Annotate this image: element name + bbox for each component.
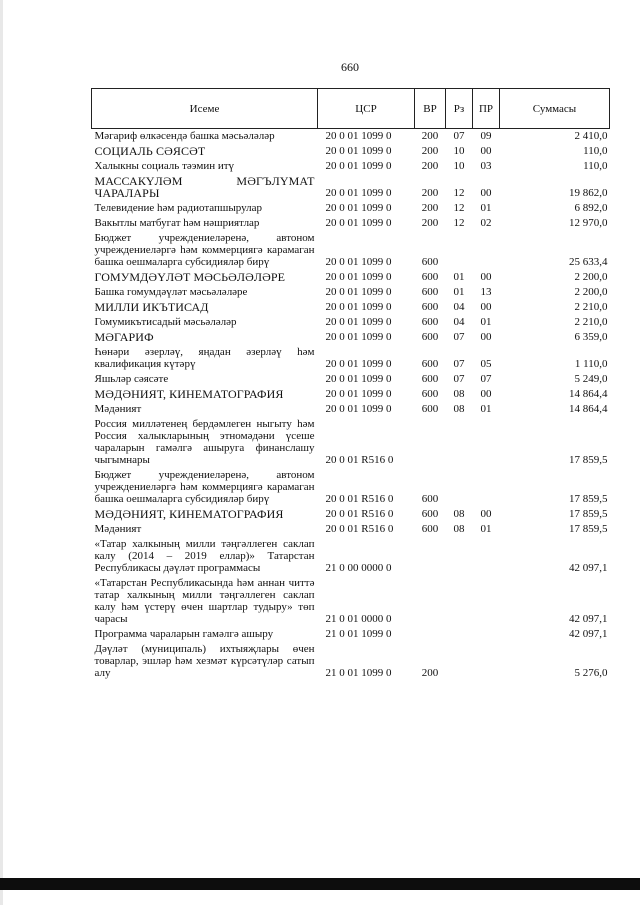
cell-csr: 20 0 01 1099 0: [325, 316, 392, 328]
cell-rz: 10: [453, 145, 465, 157]
cell-csr: 20 0 01 1099 0: [325, 403, 392, 415]
table-row: [92, 269, 610, 284]
cell-pr: 00: [480, 301, 492, 313]
cell-vr: 600: [421, 301, 439, 313]
cell-pr: 01: [480, 523, 492, 535]
table-row: [92, 386, 610, 401]
cell-sum: 2 200,0: [574, 286, 608, 298]
cell-vr: 600: [421, 523, 439, 535]
cell-rz: [446, 536, 473, 575]
cell-name: МӘДӘНИЯТ, КИНЕМАТОГРАФИЯ: [94, 387, 284, 401]
table-row: [92, 158, 610, 173]
cell-rz: 08: [453, 403, 465, 415]
cell-csr: 20 0 01 1099 0: [325, 301, 392, 313]
cell-vr: 600: [421, 493, 439, 505]
table-row: [92, 299, 610, 314]
cell-name: ГОМУМДӘҮЛӘТ МӘСЬӘЛӘЛӘРЕ: [94, 270, 286, 284]
cell-sum: 2 210,0: [574, 301, 608, 313]
cell-sum: 14 864,4: [569, 403, 608, 415]
cell-csr: 20 0 01 1099 0: [325, 130, 392, 142]
cell-rz: 08: [453, 523, 465, 535]
cell-sum: 6 892,0: [574, 202, 608, 214]
cell-sum: 2 210,0: [574, 316, 608, 328]
cell-vr: [415, 575, 446, 626]
header-pr: ПР: [473, 89, 500, 129]
cell-pr: 00: [480, 271, 492, 283]
cell-name: Мәгариф өлкәсендә башка мәсьәләләр: [94, 130, 275, 142]
table-row: [92, 215, 610, 230]
cell-name: Дәүләт (муниципаль) ихтыяҗлары өчен товарлар, эшләр һәм хезмәт күрсәтүләр сатып алу: [94, 643, 315, 679]
cell-csr: 20 0 01 1099 0: [325, 256, 392, 268]
cell-pr: 00: [480, 187, 492, 199]
cell-sum: 110,0: [583, 145, 608, 157]
cell-name: Программа чараларын гамәлгә ашыру: [94, 628, 274, 640]
cell-sum: 42 097,1: [569, 613, 608, 625]
cell-name: Яшьләр сәясәте: [94, 373, 169, 385]
cell-pr: 02: [480, 217, 492, 229]
table-row: [92, 200, 610, 215]
cell-name: Россия милләтенең бердәмлеген ныгыту һәм Россия халыкларының этномәдәни үсеше чараларын гамәлгә ашыруга финанслашу чыгымнары: [94, 418, 315, 466]
cell-vr: 600: [421, 256, 439, 268]
cell-vr: 200: [421, 667, 439, 679]
cell-csr: 20 0 01 1099 0: [325, 217, 392, 229]
header-rz: Рз: [446, 89, 473, 129]
table-row: [92, 506, 610, 521]
table-header-row: [92, 89, 610, 129]
page-number: 660: [341, 60, 359, 74]
cell-rz: 12: [453, 202, 465, 214]
cell-pr: [473, 467, 500, 506]
cell-pr: [473, 641, 500, 680]
table-body: [92, 129, 610, 681]
cell-csr: 20 0 01 1099 0: [325, 271, 392, 283]
cell-csr: 20 0 01 1099 0: [325, 358, 392, 370]
cell-pr: 01: [480, 316, 492, 328]
cell-rz: [446, 575, 473, 626]
table-row: [92, 575, 610, 626]
cell-vr: 200: [421, 130, 439, 142]
cell-vr: 200: [421, 187, 439, 199]
cell-rz: 12: [453, 187, 465, 199]
table-row: [92, 626, 610, 641]
cell-rz: 07: [453, 373, 465, 385]
cell-sum: 2 200,0: [574, 271, 608, 283]
cell-rz: [446, 230, 473, 269]
table-row: [92, 329, 610, 344]
cell-name: МӘДӘНИЯТ, КИНЕМАТОГРАФИЯ: [94, 507, 284, 521]
cell-rz: 04: [453, 301, 465, 313]
budget-table: [91, 88, 610, 680]
table-row: [92, 314, 610, 329]
cell-sum: 17 859,5: [569, 454, 608, 466]
cell-pr: [473, 536, 500, 575]
cell-csr: 20 0 01 R516 0: [325, 454, 394, 466]
cell-pr: [473, 416, 500, 467]
cell-csr: 20 0 01 1099 0: [325, 388, 392, 400]
cell-rz: [446, 416, 473, 467]
cell-name: МӘГАРИФ: [94, 330, 154, 344]
cell-pr: [473, 230, 500, 269]
cell-pr: 00: [480, 388, 492, 400]
cell-name: Телевидение һәм радиотапшырулар: [94, 202, 263, 214]
cell-rz: 10: [453, 160, 465, 172]
cell-name: СОЦИАЛЬ СӘЯСӘТ: [94, 144, 206, 158]
cell-pr: 00: [480, 508, 492, 520]
cell-csr: 20 0 01 1099 0: [325, 373, 392, 385]
scan-left-edge: [0, 0, 3, 905]
cell-rz: 01: [453, 271, 465, 283]
table-row: [92, 143, 610, 158]
cell-rz: 08: [453, 388, 465, 400]
cell-sum: 12 970,0: [569, 217, 608, 229]
cell-vr: 600: [421, 331, 439, 343]
table-row: [92, 641, 610, 680]
cell-pr: [473, 575, 500, 626]
cell-sum: 42 097,1: [569, 562, 608, 574]
cell-sum: 17 859,5: [569, 508, 608, 520]
cell-name: Гомумикътисадый мәсьәләләр: [94, 316, 237, 328]
cell-vr: [415, 416, 446, 467]
cell-pr: 07: [480, 373, 492, 385]
cell-rz: 07: [453, 130, 465, 142]
cell-sum: 5 276,0: [574, 667, 608, 679]
header-vr: ВР: [415, 89, 446, 129]
table-row: [92, 173, 610, 200]
cell-vr: 200: [421, 145, 439, 157]
cell-rz: 04: [453, 316, 465, 328]
header-csr: ЦСР: [318, 89, 415, 129]
cell-name: Бюджет учреждениеләренә, автоном учреждениеләргә һәм коммерциягә карамаган башка оешмаларга субсидияләр бирү: [94, 469, 315, 505]
cell-pr: 01: [480, 403, 492, 415]
cell-csr: 20 0 01 1099 0: [325, 286, 392, 298]
cell-pr: 09: [480, 130, 492, 142]
cell-vr: 600: [421, 316, 439, 328]
table-row: [92, 371, 610, 386]
cell-name: Вакытлы матбугат һәм нәшриятлар: [94, 217, 260, 229]
table-row: [92, 521, 610, 536]
cell-sum: 2 410,0: [574, 130, 608, 142]
cell-name: МАССАКҮЛӘМ МӘГЪЛҮМАТ ЧАРАЛАРЫ: [94, 174, 315, 200]
cell-vr: 600: [421, 403, 439, 415]
cell-sum: 42 097,1: [569, 628, 608, 640]
cell-csr: 20 0 01 R516 0: [325, 523, 394, 535]
cell-pr: 00: [480, 145, 492, 157]
cell-pr: 00: [480, 331, 492, 343]
cell-vr: 200: [421, 217, 439, 229]
cell-rz: [446, 467, 473, 506]
cell-csr: 20 0 01 1099 0: [325, 187, 392, 199]
cell-sum: 5 249,0: [574, 373, 608, 385]
cell-name: «Татарстан Республикасында һәм аннан читтә татар халкының милли тәңгәллеген саклап калу һәм үстерү өчен шартлар тудыру» төп чарасы: [94, 577, 315, 625]
cell-csr: 20 0 01 R516 0: [325, 493, 394, 505]
cell-sum: 1 110,0: [574, 358, 608, 370]
cell-vr: 600: [421, 508, 439, 520]
cell-rz: 08: [453, 508, 465, 520]
cell-rz: 07: [453, 331, 465, 343]
cell-rz: 01: [453, 286, 465, 298]
cell-name: Мәдәният: [94, 403, 142, 415]
cell-pr: 03: [480, 160, 492, 172]
scan-bottom-bar: [0, 878, 640, 890]
cell-sum: 17 859,5: [569, 493, 608, 505]
cell-csr: 21 0 00 0000 0: [325, 562, 392, 574]
cell-csr: 20 0 01 1099 0: [325, 160, 392, 172]
table-row: [92, 536, 610, 575]
table-row: [92, 284, 610, 299]
cell-vr: 200: [421, 160, 439, 172]
cell-csr: 20 0 01 R516 0: [325, 508, 394, 520]
table-row: [92, 344, 610, 371]
cell-sum: 17 859,5: [569, 523, 608, 535]
cell-name: Мәдәният: [94, 523, 142, 535]
cell-csr: 21 0 01 1099 0: [325, 667, 392, 679]
cell-vr: [415, 626, 446, 641]
cell-rz: [446, 641, 473, 680]
cell-sum: 110,0: [583, 160, 608, 172]
cell-name: МИЛЛИ ИКЪТИСАД: [94, 300, 209, 314]
table-row: [92, 401, 610, 416]
cell-vr: 600: [421, 358, 439, 370]
cell-csr: 20 0 01 1099 0: [325, 331, 392, 343]
header-name: Исеме: [92, 89, 318, 129]
cell-pr: 01: [480, 202, 492, 214]
cell-vr: 600: [421, 286, 439, 298]
cell-pr: 13: [480, 286, 492, 298]
header-sum: Суммасы: [500, 89, 610, 129]
cell-sum: 19 862,0: [569, 187, 608, 199]
table-row: [92, 416, 610, 467]
cell-name: Халыкны социаль тәэмин итү: [94, 160, 235, 172]
cell-pr: [473, 626, 500, 641]
cell-name: Бюджет учреждениеләренә, автоном учреждениеләргә һәм коммерциягә карамаган башка оешмаларга субсидияләр бирү: [94, 232, 315, 268]
cell-vr: 600: [421, 388, 439, 400]
cell-csr: 20 0 01 1099 0: [325, 145, 392, 157]
cell-vr: [415, 536, 446, 575]
cell-rz: 12: [453, 217, 465, 229]
cell-rz: 07: [453, 358, 465, 370]
table-row: [92, 230, 610, 269]
cell-sum: 6 359,0: [574, 331, 608, 343]
cell-csr: 21 0 01 0000 0: [325, 613, 392, 625]
table-row: [92, 467, 610, 506]
cell-sum: 14 864,4: [569, 388, 608, 400]
cell-csr: 21 0 01 1099 0: [325, 628, 392, 640]
cell-name: Башка гомумдәүләт мәсьәләләре: [94, 286, 248, 298]
cell-sum: 25 633,4: [569, 256, 608, 268]
cell-pr: 05: [480, 358, 492, 370]
cell-vr: 600: [421, 271, 439, 283]
cell-rz: [446, 626, 473, 641]
cell-csr: 20 0 01 1099 0: [325, 202, 392, 214]
cell-name: «Татар халкының милли тәңгәллеген саклап калу (2014 – 2019 еллар)» Татарстан Республикасы дәүләт программасы: [94, 538, 315, 574]
cell-vr: 200: [421, 202, 439, 214]
table-row: [92, 129, 610, 144]
cell-vr: 600: [421, 373, 439, 385]
cell-name: Һөнәри әзерләү, яңадан әзерләү һәм квалификация күтәрү: [94, 346, 315, 370]
